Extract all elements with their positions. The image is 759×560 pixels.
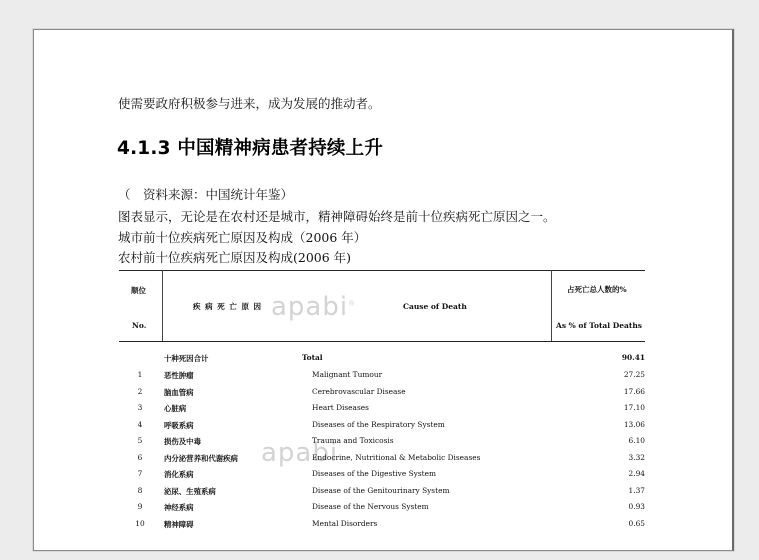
table-row: 3 心脏病 Heart Diseases 17.10 [137, 403, 645, 413]
chart-description: 图表显示，无论是在农村还是城市，精神障碍始终是前十位疾病死亡原因之一。 [118, 209, 556, 224]
death-causes-table-image [119, 270, 645, 560]
table-row: 2 脑血管病 Cerebrovascular Disease 17.66 [137, 386, 645, 397]
table-row: 10 精神障碍 Mental Disorders 0.65 [135, 518, 645, 529]
source-note: （ 资料来源：中国统计年鉴） [118, 187, 294, 202]
table-row: 1 恶性肿瘤 Malignant Tumour 27.25 [137, 370, 645, 380]
table-row: 4 呼吸系病 Diseases of the Respiratory System 13.06 [137, 419, 645, 430]
table-row: 7 消化系病 Diseases of the Digestive System 2.94 [137, 469, 645, 479]
table-row: 十种死因合计 Total 90.41 [164, 353, 645, 363]
intro-paragraph: 使需要政府积极参与进来，成为发展的推动者。 [118, 96, 381, 111]
document-page [33, 29, 734, 551]
caption-rural: 农村前十位疾病死亡原因及构成(2006 年) [118, 250, 352, 265]
watermark-logo: apabi® [271, 292, 357, 322]
table-row: 6 内分泌营养和代谢疾病 Endocrine, Nutritional & Metabolic Diseases 3.32 [137, 452, 645, 463]
header-pct-cn: 占死亡总人数的% [567, 285, 627, 294]
header-cause-en: Cause of Death [403, 302, 467, 311]
table-row: 5 损伤及中毒 Trauma and Toxicosis 6.10 [137, 436, 645, 446]
header-cause-cn: 疾 病 死 亡 原 因 [193, 302, 263, 311]
watermark-logo: apabi [261, 438, 339, 468]
caption-city: 城市前十位疾病死亡原因及构成（2006 年） [118, 230, 367, 245]
header-pct-en: As % of Total Deaths [556, 321, 643, 330]
table-divider [551, 270, 552, 341]
table-row: 9 神经系病 Disease of the Nervous System 0.93 [137, 502, 645, 512]
table-divider [162, 270, 163, 341]
table-top-rule [119, 270, 645, 271]
table-header-rule [119, 341, 645, 342]
header-rank-cn: 顺位 [131, 286, 146, 295]
section-heading: 4.1.3 中国精神病患者持续上升 [117, 138, 384, 159]
table-row: 8 泌尿、生殖系病 Disease of the Genitourinary System 1.37 [137, 485, 645, 496]
header-rank-en: No. [132, 321, 147, 330]
